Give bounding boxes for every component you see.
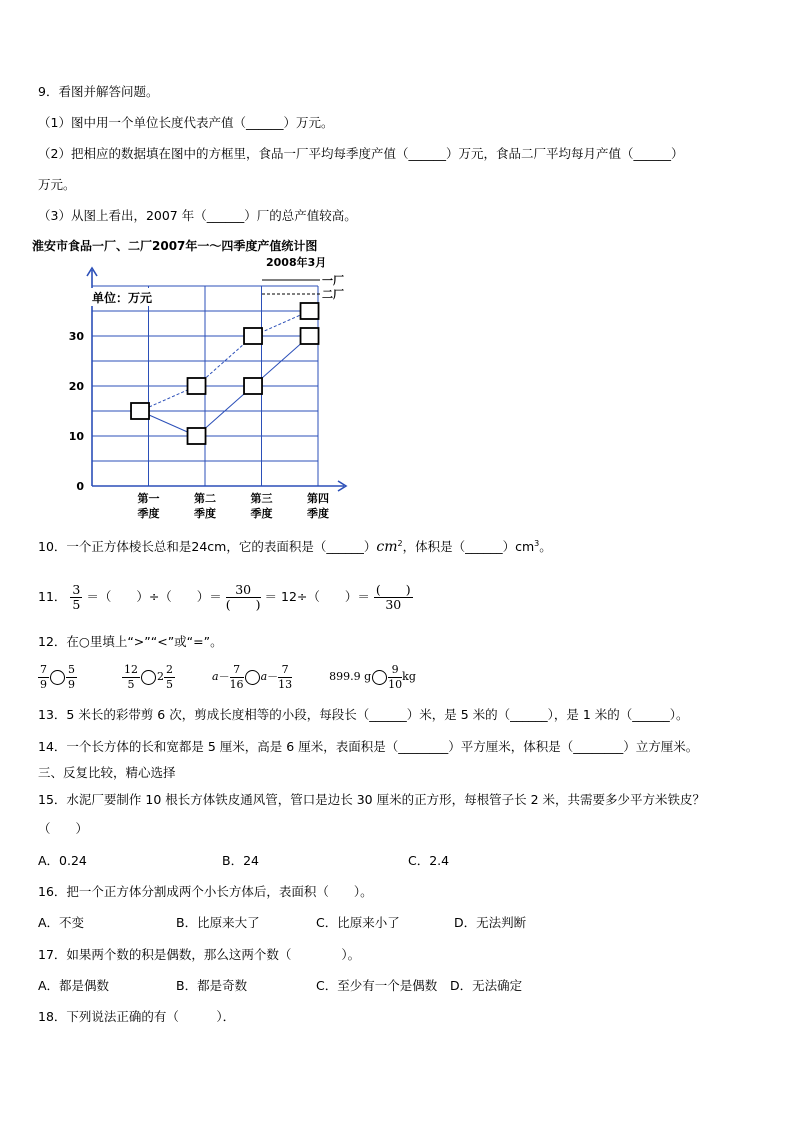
q10-sup2: 3: [534, 539, 540, 548]
q15-paren: （ ）: [38, 821, 89, 836]
data-point-box: [244, 328, 262, 344]
chart-subtitle: 2008年3月: [266, 256, 327, 269]
q12-title: 12．在○里填上“>”“<”或“=”。: [38, 634, 223, 649]
y-tick-label: 0: [76, 480, 84, 493]
chart-unit-label: 单位：万元: [92, 291, 153, 305]
q11: [38, 577, 413, 617]
q11-eq1: ＝（ ）÷（ ）＝: [86, 589, 222, 604]
q15-option-b[interactable]: B．24: [222, 853, 259, 868]
section-3-heading: 三、反复比较，精心选择: [38, 765, 176, 780]
q16: 16．把一个正方体分割成两个小长方体后，表面积（ ）。: [38, 884, 373, 899]
q16-option-c[interactable]: C．比原来小了: [316, 915, 400, 930]
q17-option-d[interactable]: D．无法确定: [450, 978, 523, 993]
q17-option-b[interactable]: B．都是奇数: [176, 978, 248, 993]
x-tick-label: 季度: [194, 507, 216, 520]
x-tick-label: 季度: [250, 507, 273, 520]
q9-part2-cont: 万元。: [38, 177, 76, 192]
data-point-box: [188, 378, 206, 394]
legend-label-1: 一厂: [322, 274, 344, 287]
q9-title: 9．看图并解答问题。: [38, 84, 159, 99]
q11-frac2: 30 ( ): [225, 582, 261, 612]
compare-circle[interactable]: [50, 670, 65, 685]
data-point-box: [188, 428, 206, 444]
q17: 17．如果两个数的积是偶数，那么这两个数（ ）。: [38, 947, 361, 962]
q15-option-a[interactable]: A．0.24: [38, 853, 87, 868]
q13: 13．5 米长的彩带剪 6 次，剪成长度相等的小段，每段长（______）米，是 5 米的（______），是 1 米的（______）。: [38, 707, 689, 722]
q17-option-a[interactable]: A．都是偶数: [38, 978, 110, 993]
q11-frac1: $\frac{3}{5}$: [72, 582, 81, 612]
q14: 14．一个长方体的长和宽都是 5 厘米，高是 6 厘米，表面积是（________）平方厘米，体积是（________）立方厘米。: [38, 739, 699, 754]
x-tick-label: 第一: [137, 492, 160, 505]
q18: 18．下列说法正确的有（ ）．: [38, 1009, 236, 1024]
q12-item-3: a－ $\frac{7}{16}$ a－ $\frac{7}{13}$: [212, 662, 293, 691]
q9-part1: （1）图中用一个单位长度代表产值（______）万元。: [38, 115, 334, 130]
compare-circle[interactable]: [372, 670, 387, 685]
q12-item-1: $\frac{7}{9}$ $\frac{5}{9}$: [40, 662, 75, 691]
compare-circle[interactable]: [245, 670, 260, 685]
data-point-box: [301, 328, 319, 344]
q10-text: 10．一个正方体棱长总和是24cm，它的表面积是（______）: [38, 539, 377, 555]
x-tick-label: 第四: [307, 492, 329, 505]
q10-unit: cm: [376, 539, 398, 556]
q16-option-b[interactable]: B．比原来大了: [176, 915, 260, 930]
legend-label-2: 二厂: [322, 288, 344, 301]
data-point-box: [244, 378, 262, 394]
q11-eq2: ＝ 12÷（ ）＝: [264, 589, 370, 604]
q9-part2: （2）把相应的数据填在图中的方框里，食品一厂平均每季度产值（______）万元，食品二厂平均每月产值（______）: [38, 146, 684, 161]
production-line-chart: [30, 236, 390, 526]
q16-option-d[interactable]: D．无法判断: [454, 915, 527, 930]
q12-item-4: 899.9 g $\frac{9}{10}$ kg: [329, 662, 416, 691]
q10-sup: 2: [397, 539, 403, 548]
q10: [38, 535, 552, 556]
q11-frac3: ( ) 30: [375, 582, 411, 612]
x-tick-label: 季度: [137, 507, 160, 520]
data-point-box: [301, 303, 319, 319]
x-tick-label: 第二: [194, 492, 216, 505]
y-tick-label: 20: [68, 380, 84, 393]
data-point-box: [131, 403, 149, 419]
q11-num: 11．: [38, 589, 67, 604]
y-tick-label: 30: [68, 330, 84, 343]
q15-option-c[interactable]: C．2.4: [408, 853, 450, 868]
q12-items: [38, 660, 416, 694]
q17-option-c[interactable]: C．至少有一个是偶数: [316, 978, 438, 993]
q15: 15．水泥厂要制作 10 根长方体铁皮通风管，管口是边长 30 厘米的正方形，每根管子长 2 米，共需要多少平方米铁皮？: [38, 792, 706, 807]
q16-option-a[interactable]: A．不变: [38, 915, 85, 930]
q10-text2: ，体积是（______）cm: [402, 539, 535, 555]
chart-title: 淮安市食品一厂、二厂2007年一～四季度产值统计图: [32, 239, 318, 253]
y-tick-label: 10: [68, 430, 84, 443]
q9-part3: （3）从图上看出，2007 年（______）厂的总产值较高。: [38, 208, 357, 223]
q10-end: 。: [539, 539, 552, 555]
x-tick-label: 季度: [307, 507, 329, 520]
x-tick-label: 第三: [250, 492, 273, 505]
compare-circle[interactable]: [141, 670, 156, 685]
q12-item-2: $\frac{12}{5}$ 2 $\frac{2}{5}$: [124, 662, 173, 691]
